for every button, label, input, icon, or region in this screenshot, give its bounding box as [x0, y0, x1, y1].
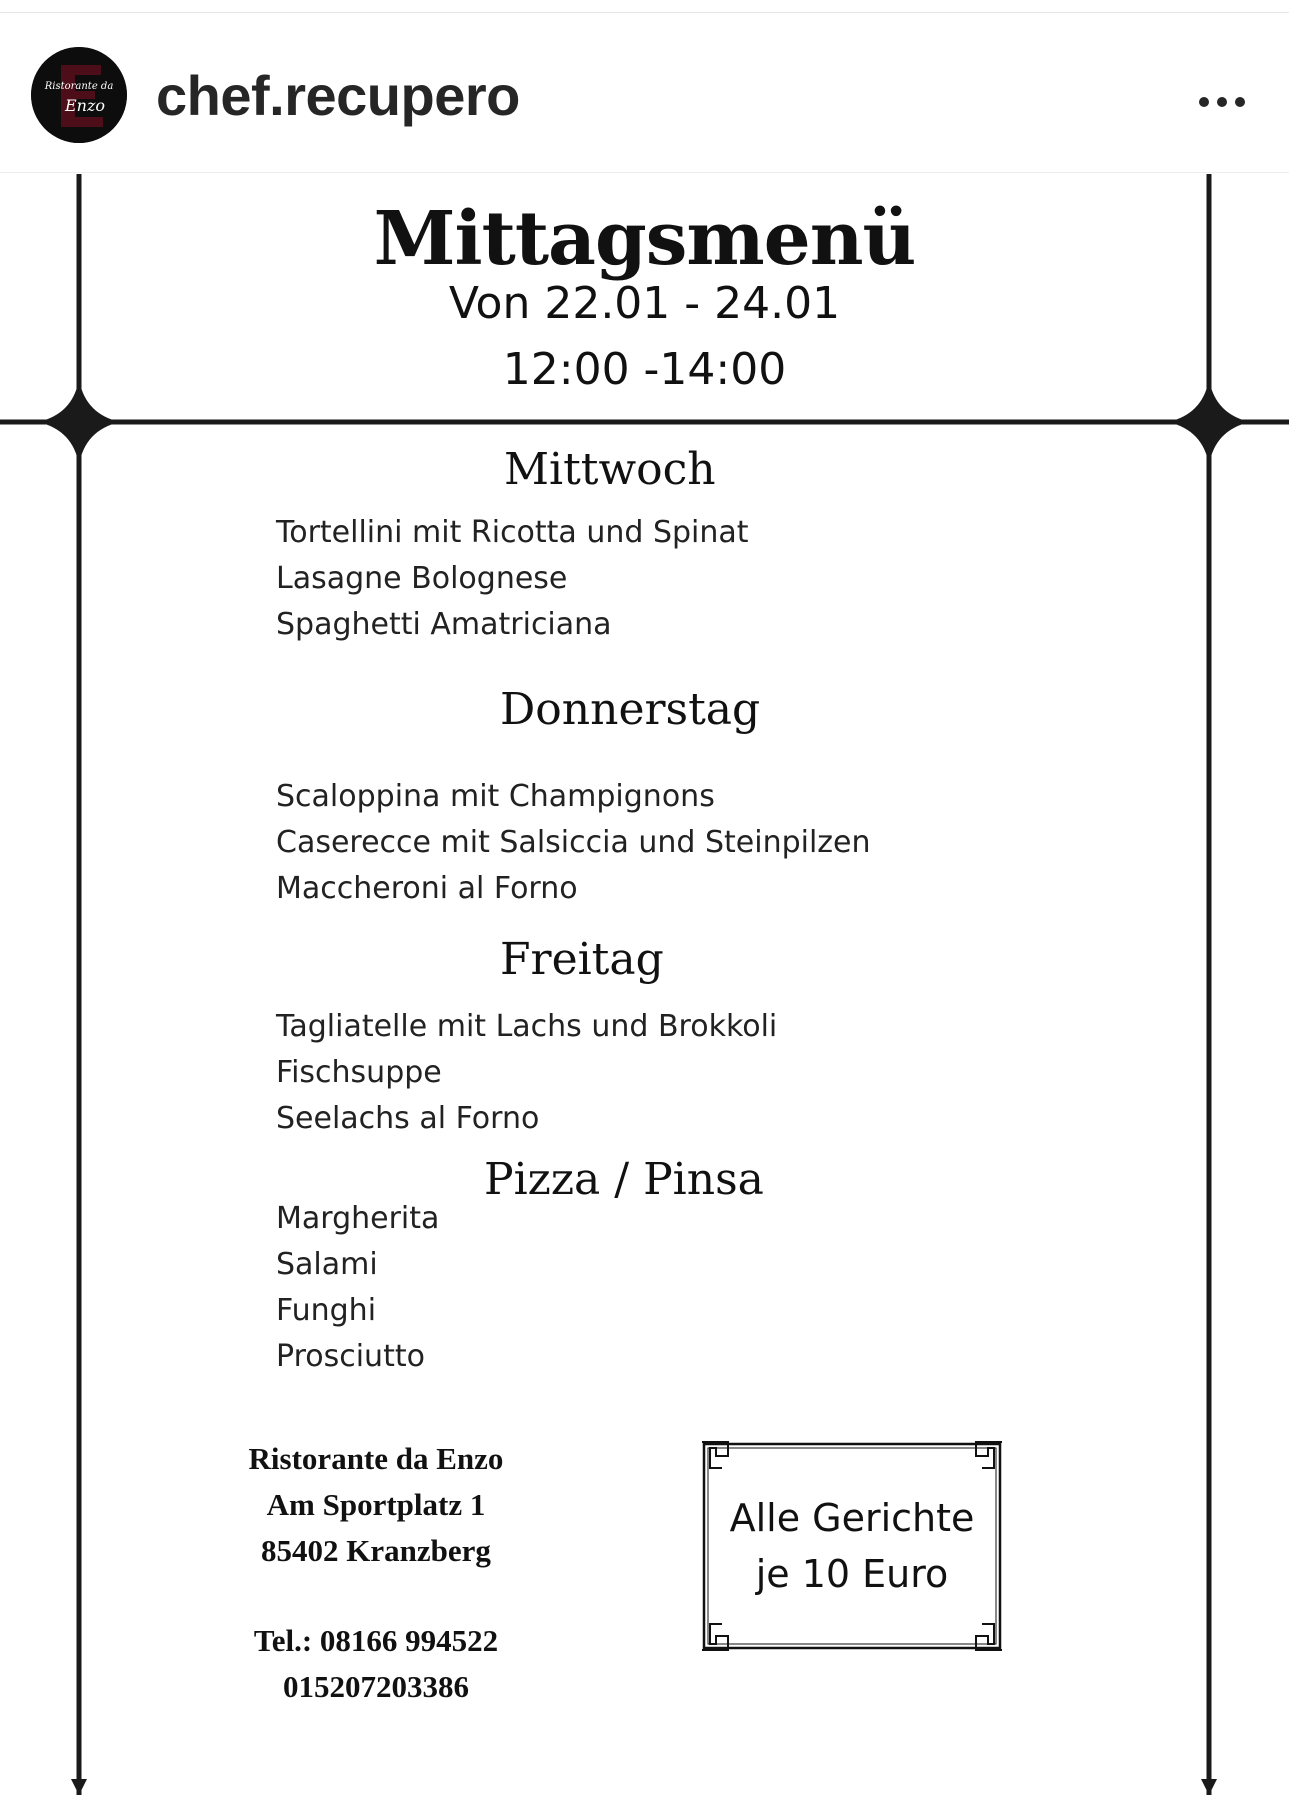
dish-item: Prosciutto	[276, 1339, 425, 1374]
dish-item: Salami	[276, 1247, 378, 1282]
dish-item: Fischsuppe	[276, 1055, 442, 1090]
menu-title: Mittagsmenü	[373, 196, 916, 282]
svg-text:Enzo: Enzo	[64, 96, 106, 115]
more-options-button[interactable]	[1196, 84, 1256, 124]
restaurant-logo-icon	[31, 47, 127, 143]
dish-item: Seelachs al Forno	[276, 1101, 540, 1136]
address-name: Ristorante da Enzo	[248, 1441, 504, 1476]
post-image[interactable]	[0, 174, 1289, 1795]
price-line-2: je 10 Euro	[755, 1552, 949, 1596]
dish-item: Funghi	[276, 1293, 377, 1328]
dish-item: Margherita	[276, 1201, 440, 1236]
price-line-1: Alle Gerichte	[729, 1496, 975, 1540]
dish-item: Tortellini mit Ricotta und Spinat	[276, 515, 749, 550]
menu-hours: 12:00 -14:00	[502, 344, 787, 395]
svg-text:Ristorante da: Ristorante da	[44, 81, 114, 92]
post-header	[0, 12, 1289, 173]
dish-item: Maccheroni al Forno	[276, 871, 578, 906]
more-horizontal-icon	[1235, 97, 1245, 107]
avatar[interactable]	[31, 47, 127, 143]
menu-dates: Von 22.01 - 24.01	[448, 278, 841, 329]
username[interactable]: chef.recupero	[156, 64, 520, 127]
phone-landline: Tel.: 08166 994522	[253, 1623, 499, 1658]
more-horizontal-icon	[1199, 97, 1209, 107]
dish-item: Spaghetti Amatriciana	[276, 607, 612, 642]
day-heading-donnerstag: Donnerstag	[500, 684, 761, 735]
day-heading-freitag: Freitag	[500, 934, 664, 985]
dish-item: Caserecce mit Salsiccia und Steinpilzen	[276, 825, 871, 860]
day-heading-mittwoch: Mittwoch	[504, 444, 716, 495]
price-box	[700, 1440, 1004, 1652]
more-horizontal-icon	[1217, 97, 1227, 107]
dish-item: Tagliatelle mit Lachs und Brokkoli	[276, 1009, 778, 1044]
dish-item: Lasagne Bolognese	[276, 561, 568, 596]
phone-mobile: 015207203386	[283, 1669, 469, 1704]
day-heading-pizza-pinsa: Pizza / Pinsa	[484, 1154, 764, 1205]
address-street: Am Sportplatz 1	[266, 1487, 486, 1522]
address-city: 85402 Kranzberg	[261, 1533, 491, 1568]
dish-item: Scaloppina mit Champignons	[276, 779, 715, 814]
